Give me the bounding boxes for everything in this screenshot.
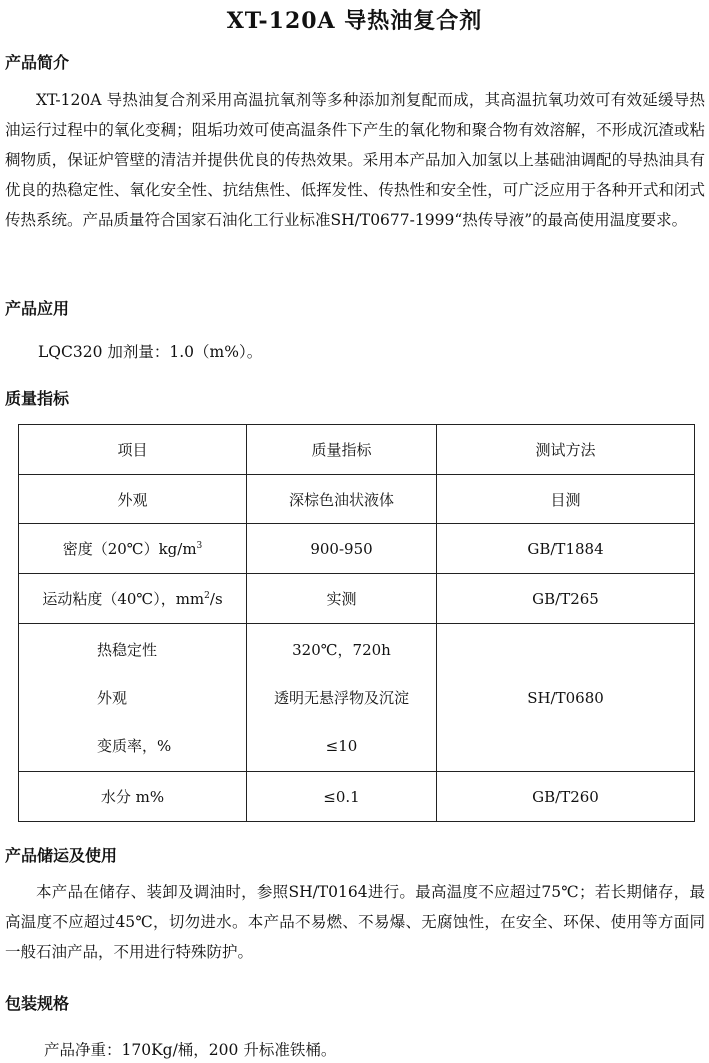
thermal-deterioration-value: ≤10 [325, 736, 358, 755]
application-text: LQC320 加剂量：1.0（m%）。 [38, 343, 263, 361]
table-row [19, 574, 695, 624]
header-item: 项目 [19, 425, 247, 475]
row-viscosity-item [19, 574, 247, 624]
row-thermal-stability-item [19, 624, 247, 772]
packaging-text: 产品净重：170Kg/桶，200 升标准铁桶。 [44, 1041, 337, 1059]
thermal-deterioration-label: 变质率，% [97, 736, 172, 755]
thermal-appearance-label: 外观 [97, 688, 128, 707]
header-spec: 质量指标 [247, 425, 437, 475]
document-title: XT-120A 导热油复合剂 [226, 8, 483, 34]
row-density-item [19, 524, 247, 574]
row-viscosity-method: GB/T265 [437, 574, 695, 624]
row-appearance-item: 外观 [19, 475, 247, 524]
density-label: 密度（20℃）kg/m [62, 540, 197, 558]
density-unit-exponent: 3 [196, 541, 203, 551]
row-water-method: GB/T260 [437, 772, 695, 822]
table-row [19, 624, 695, 772]
table-header-row [19, 425, 695, 475]
table-row [19, 524, 695, 574]
thermal-condition-value: 320℃，720h [292, 640, 391, 659]
intro-heading: 产品简介 [5, 53, 70, 72]
row-water-item: 水分 m% [19, 772, 247, 822]
row-density-spec: 900-950 [247, 524, 437, 574]
row-appearance-method: 目测 [437, 475, 695, 524]
thermal-stability-label: 热稳定性 [97, 640, 158, 659]
row-viscosity-spec: 实测 [247, 574, 437, 624]
thermal-appearance-value: 透明无悬浮物及沉淀 [273, 688, 409, 707]
viscosity-label: 运动粘度（40℃），mm [42, 590, 205, 608]
table-row [19, 772, 695, 822]
table-row [19, 475, 695, 524]
quality-heading: 质量指标 [5, 389, 70, 408]
storage-heading: 产品储运及使用 [5, 846, 118, 865]
storage-paragraph: 本产品在储存、装卸及调油时，参照SH/T0164进行。最高温度不应超过75℃；若长期储存，最高温度不应超过45℃，切勿进水。本产品不易燃、不易爆、无腐蚀性，在安全、环保、使用等方面同一般石油产品，不用进行特殊防护。 [5, 883, 705, 961]
packaging-heading: 包装规格 [5, 994, 70, 1013]
row-thermal-stability-spec [247, 624, 437, 772]
row-appearance-spec: 深棕色油状液体 [247, 475, 437, 524]
header-method: 测试方法 [437, 425, 695, 475]
row-thermal-stability-method: SH/T0680 [437, 624, 695, 772]
quality-spec-table [18, 424, 695, 822]
row-density-method: GB/T1884 [437, 524, 695, 574]
application-heading: 产品应用 [5, 299, 70, 318]
viscosity-unit-suffix: /s [209, 590, 223, 608]
intro-paragraph: XT-120A 导热油复合剂采用高温抗氧剂等多种添加剂复配而成，其高温抗氧功效可有效延缓导热油运行过程中的氧化变稠；阻垢功效可使高温条件下产生的氧化物和聚合物有效溶解，不形成沉渣或粘稠物质，保证炉管壁的清洁并提供优良的传热效果。采用本产品加入加氢以上基础油调配的导热油具有优良的热稳定性、氧化安全性、抗结焦性、低挥发性、传热性和安全性，可广泛应用于各种开式和闭式传热系统。产品质量符合国家石油化工行业标准SH/T0677-1999“热传导液”的最高使用温度要求。 [5, 91, 705, 229]
viscosity-unit-exponent: 2 [204, 591, 210, 601]
row-water-spec: ≤0.1 [247, 772, 437, 822]
